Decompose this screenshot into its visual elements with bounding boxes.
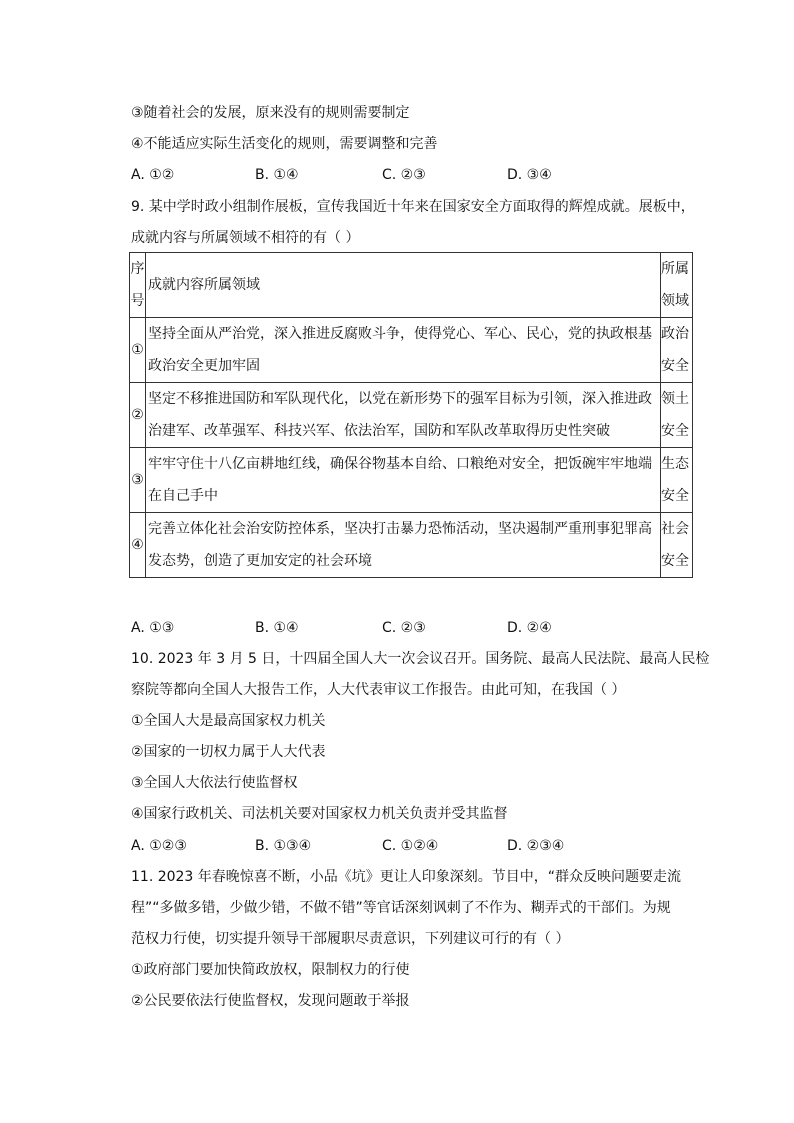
row-content: 坚持全面从严治党，深入推进反腐败斗争，使得党心、军心、民心，党的执政根基政治安全更加牢固 <box>146 318 661 383</box>
row-index: ④ <box>130 513 146 578</box>
q10-option-b[interactable]: B. ①③④ <box>255 838 312 854</box>
row-index: ③ <box>130 448 146 513</box>
q10-item-2: ②国家的一切权力属于人大代表 <box>131 744 326 760</box>
q8-option-c[interactable]: C. ②③ <box>382 167 426 183</box>
q10-options <box>131 836 691 856</box>
q8-option-a[interactable]: A. ①② <box>131 167 175 183</box>
q9-option-a[interactable]: A. ①③ <box>131 620 175 636</box>
q10-option-a[interactable]: A. ①②③ <box>131 838 187 854</box>
row-index: ① <box>130 318 146 383</box>
q9-option-d[interactable]: D. ②④ <box>507 620 552 636</box>
q11-stem-line-3: 范权力行使，切实提升领导干部履职尽责意识，下列建议可行的有（ ） <box>131 931 570 947</box>
table-header-row <box>130 253 693 318</box>
table-row <box>130 383 693 448</box>
row-field: 生态安全 <box>661 448 693 513</box>
table-row <box>130 318 693 383</box>
q8-item-3: ③随着社会的发展，原来没有的规则需要制定 <box>131 105 410 121</box>
q11-item-2: ②公民要依法行使监督权，发现问题敢于举报 <box>131 993 410 1009</box>
q8-option-d[interactable]: D. ③④ <box>507 167 552 183</box>
q10-stem-line-1: 10. 2023 年 3 月 5 日，十四届全国人大一次会议召开。国务院、最高人民法院、最高人民检 <box>131 651 710 667</box>
q11-stem-line-1: 11. 2023 年春晚惊喜不断，小品《坑》更让人印象深刻。节目中，“群众反映问题要走流 <box>131 869 682 885</box>
q10-item-4: ④国家行政机关、司法机关要对国家权力机关负责并受其监督 <box>131 806 508 822</box>
q8-options <box>131 165 691 185</box>
header-content: 成就内容所属领域 <box>146 253 661 318</box>
q10-item-1: ①全国人大是最高国家权力机关 <box>131 713 326 729</box>
q10-item-3: ③全国人大依法行使监督权 <box>131 775 298 791</box>
q9-options <box>131 618 691 638</box>
q9-stem-line-1: 9. 某中学时政小组制作展板，宣传我国近十年来在国家安全方面取得的辉煌成就。展板中， <box>131 199 695 215</box>
q11-item-1: ①政府部门要加快简政放权，限制权力的行使 <box>131 962 410 978</box>
q10-stem-line-2: 察院等都向全国人大报告工作，人大代表审议工作报告。由此可知，在我国（ ） <box>131 682 626 698</box>
table-row <box>130 448 693 513</box>
q11-stem-line-2: 程”“多做多错，少做少错，不做不错”等官话深刻讽刺了不作为、糊弄式的干部们。为规 <box>131 900 671 916</box>
q9-stem-line-2: 成就内容与所属领域不相符的有（ ） <box>131 230 360 246</box>
row-content: 坚定不移推进国防和军队现代化，以党在新形势下的强军目标为引领，深入推进政治建军、改革强军、科技兴军、依法治军，国防和军队改革取得历史性突破 <box>146 383 661 448</box>
header-index: 序号 <box>130 253 146 318</box>
row-field: 政治安全 <box>661 318 693 383</box>
row-field: 领土安全 <box>661 383 693 448</box>
q9-option-b[interactable]: B. ①④ <box>255 620 299 636</box>
table-row <box>130 513 693 578</box>
row-field: 社会安全 <box>661 513 693 578</box>
header-field: 所属领域 <box>661 253 693 318</box>
q10-option-c[interactable]: C. ①②④ <box>382 838 439 854</box>
row-content: 完善立体化社会治安防控体系，坚决打击暴力恐怖活动，坚决遏制严重刑事犯罪高发态势，创造了更加安定的社会环境 <box>146 513 661 578</box>
q10-option-d[interactable]: D. ②③④ <box>507 838 565 854</box>
q8-item-4: ④不能适应实际生活变化的规则，需要调整和完善 <box>131 136 438 152</box>
row-index: ② <box>130 383 146 448</box>
q8-option-b[interactable]: B. ①④ <box>255 167 299 183</box>
row-content: 牢牢守住十八亿亩耕地红线，确保谷物基本自给、口粮绝对安全，把饭碗牢牢地端在自己手中 <box>146 448 661 513</box>
q9-option-c[interactable]: C. ②③ <box>382 620 426 636</box>
q9-achievement-table <box>129 252 693 578</box>
